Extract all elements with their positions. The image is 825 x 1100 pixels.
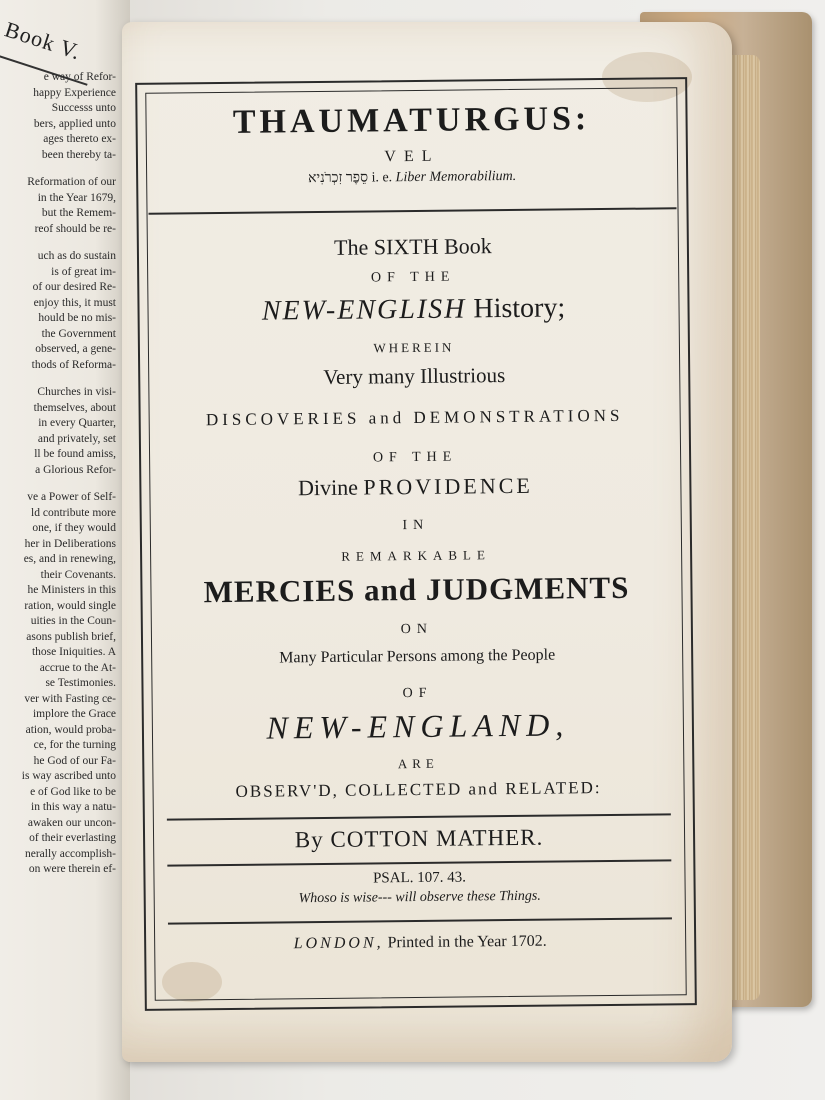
verso-line: in every Quarter, [38, 417, 116, 429]
verso-line: e way of Refor- [43, 71, 116, 83]
title-page [122, 22, 732, 1062]
verso-line: es, and in renewing, [23, 553, 116, 565]
observed-line: OBSERV'D, COLLECTED and RELATED: [235, 778, 602, 801]
many-persons-line: Many Particular Persons among the People [279, 646, 556, 667]
verso-line: those Iniquities. A [31, 646, 116, 658]
london-text: LONDON, [293, 934, 384, 953]
of-the-line-2: OF THE [372, 449, 458, 466]
left-page [0, 0, 130, 1100]
hebrew-title: סֵפֶר זִכְרֹנִיא [308, 170, 369, 187]
new-english-text: NEW-ENGLISH [261, 293, 467, 327]
verso-line: ce, for the turning [33, 739, 116, 751]
verso-line: her in Deliberations [24, 537, 116, 550]
verso-line: ve a Power of Self- [27, 491, 116, 503]
verso-line: been thereby ta- [41, 148, 116, 161]
history-line [139, 291, 687, 329]
verso-line: themselves, about [33, 401, 116, 414]
verso-line: Reformation of our [27, 176, 116, 188]
verso-line: Successs unto [51, 102, 116, 114]
verso-line: he Ministers in this [27, 584, 116, 596]
verso-line: in this way a natu- [31, 801, 116, 813]
wherein-line: WHEREIN [373, 339, 455, 356]
latin-title: Liber Memorabilium. [395, 168, 517, 186]
verso-paragraph [0, 175, 116, 237]
verso-line: reof should be re- [34, 222, 116, 235]
mercies-line: MERCIES and JUDGMENTS [203, 569, 630, 610]
verso-line: ages thereto ex- [43, 133, 116, 145]
psalm-reference: PSAL. 107. 43. [372, 869, 467, 887]
verso-paragraph [0, 249, 116, 373]
verso-line: Churches in visi- [37, 386, 116, 398]
main-title: THAUMATURGUS: [232, 100, 591, 141]
author-line: By COTTON MATHER. [294, 824, 544, 853]
verso-line: uities in the Coun- [30, 615, 116, 627]
verso-line: e of God like to be [30, 785, 116, 798]
verso-line: he God of our Fa- [33, 754, 116, 767]
verso-line: ver with Fasting ce- [24, 692, 116, 705]
in-line: IN [402, 517, 430, 534]
verso-line: awaken our uncon- [27, 816, 116, 829]
verso-line: of our desired Re- [32, 281, 116, 293]
verso-line: but the Remem- [41, 207, 116, 219]
verso-line: asons publish brief, [26, 630, 116, 643]
psalm-quote: Whoso is wise--- will observe these Things. [298, 888, 541, 907]
verso-line: thods of Reforma- [31, 358, 116, 371]
verso-line: of their everlasting [29, 832, 116, 844]
verso-line: and privately, set [37, 432, 116, 445]
new-england-line: NEW-ENGLAND, [266, 706, 570, 746]
verso-line: enjoy this, it must [33, 296, 116, 309]
verso-text [0, 70, 116, 890]
discoveries-line: DISCOVERIES and DEMONSTRATIONS [205, 405, 624, 430]
verso-line: nerally accomplish- [24, 847, 116, 860]
verso-line: a Glorious Refor- [35, 463, 116, 476]
book-line: The SIXTH Book [333, 233, 492, 260]
verso-line: on were therein ef- [28, 863, 116, 875]
of-the-line: OF THE [370, 269, 456, 286]
illustrious-line: Very many Illustrious [323, 363, 506, 389]
verso-line: happy Experience [33, 86, 116, 99]
verso-line: is of great im- [51, 265, 116, 278]
verso-paragraph [0, 70, 116, 163]
verso-line: one, if they would [32, 522, 116, 534]
title-frame [135, 77, 697, 1011]
verso-line: ll be found amiss, [34, 448, 116, 460]
verso-line: se Testimonies. [45, 677, 116, 689]
verso-line: the Government [41, 327, 116, 340]
verso-line: bers, applied unto [33, 117, 116, 130]
verso-paragraph [0, 490, 116, 878]
verso-line: ration, would single [24, 599, 116, 612]
verso-line: observed, a gene- [35, 343, 116, 355]
remarkable-line: REMARKABLE [341, 547, 491, 564]
are-line: ARE [397, 755, 439, 772]
on-line: ON [400, 621, 434, 638]
verso-paragraph [0, 385, 116, 478]
printed-text: Printed in the Year 1702. [387, 932, 547, 952]
verso-line: is way ascribed unto [21, 770, 116, 782]
verso-line: hould be no mis- [38, 312, 116, 324]
verso-line: in the Year 1679, [37, 191, 116, 204]
verso-line: ld contribute more [31, 506, 116, 519]
verso-line: their Covenants. [40, 568, 116, 581]
history-text: History; [473, 292, 566, 325]
vel-line: VEL [384, 147, 440, 166]
providence-text: PROVIDENCE [363, 472, 533, 500]
verso-line: ation, would proba- [25, 723, 116, 736]
verso-line: accrue to the At- [39, 661, 116, 674]
divine-text: Divine [297, 474, 359, 501]
verso-line: uch as do sustain [37, 250, 116, 262]
verso-line: implore the Grace [32, 708, 116, 720]
ie-text: i. e. [371, 170, 393, 186]
of-line: OF [402, 685, 433, 702]
running-head: Book V. [0, 14, 100, 86]
